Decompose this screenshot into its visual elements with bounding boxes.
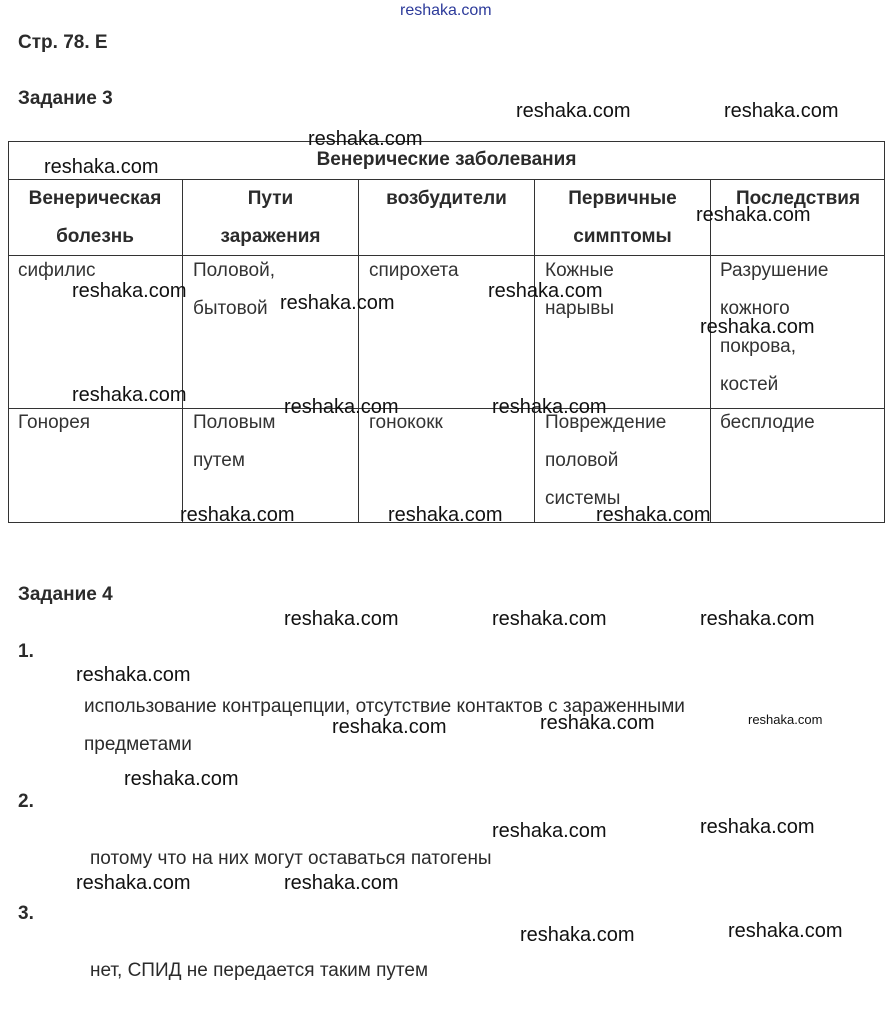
watermark: reshaka.com: [492, 608, 607, 630]
watermark: reshaka.com: [76, 664, 191, 686]
watermark: reshaka.com: [492, 820, 607, 842]
watermark: reshaka.com: [700, 608, 815, 630]
watermark: reshaka.com: [284, 608, 399, 630]
page-reference: Стр. 78. Е: [18, 32, 108, 53]
task4-title: Задание 4: [18, 584, 113, 605]
watermark: reshaka.com: [284, 396, 399, 418]
column-header-effects: Последствия: [735, 188, 861, 209]
table-cell-symptoms: Повреждение половой системы: [545, 412, 667, 509]
watermark: reshaka.com: [700, 316, 815, 338]
task4-answer-line: нет, СПИД не передается таким путем: [90, 960, 429, 981]
column-header-agent: возбудители: [386, 188, 507, 209]
watermark: reshaka.com: [516, 100, 631, 122]
watermark: reshaka.com: [44, 156, 159, 178]
col-divider-4: [710, 179, 711, 523]
table-cell-agent: спирохета: [369, 260, 459, 281]
watermark: reshaka.com: [72, 280, 187, 302]
task4-item-number: 1.: [18, 641, 34, 662]
watermark: reshaka.com: [308, 128, 423, 150]
watermark: reshaka.com: [596, 504, 711, 526]
watermark: reshaka.com: [488, 280, 603, 302]
table-cell-disease: сифилис: [18, 260, 96, 281]
watermark: reshaka.com: [748, 712, 823, 727]
task4-item-number: 2.: [18, 791, 34, 812]
table-cell-symptoms: Кожные нарывы: [545, 260, 615, 319]
table-cell-effects: бесплодие: [720, 412, 815, 433]
task4-item-number: 3.: [18, 903, 34, 924]
task3-title: Задание 3: [18, 88, 113, 109]
table-cell-effects: Разрушение кожного покрова, костей: [720, 260, 829, 395]
watermark: reshaka.com: [700, 816, 815, 838]
table-cell-route: Половым путем: [193, 412, 276, 471]
watermark: reshaka.com: [540, 712, 655, 734]
watermark: reshaka.com: [76, 872, 191, 894]
col-divider-2: [358, 179, 359, 523]
table-cell-disease: Гонорея: [18, 412, 91, 433]
table-caption: Венерические заболевания: [316, 149, 577, 170]
column-header-disease: Венерическая болезнь: [28, 188, 162, 247]
watermark: reshaka.com: [284, 872, 399, 894]
watermark: reshaka.com: [724, 100, 839, 122]
watermark: reshaka.com: [332, 716, 447, 738]
column-header-symptoms: Первичные симптомы: [568, 188, 677, 247]
watermark: reshaka.com: [280, 292, 395, 314]
task4-answer-line: потому что на них могут оставаться патогены: [90, 848, 492, 869]
watermark: reshaka.com: [520, 924, 635, 946]
watermark: reshaka.com: [388, 504, 503, 526]
watermark: reshaka.com: [492, 396, 607, 418]
task4-answer-line: предметами: [84, 734, 192, 755]
site-header: reshaka.com: [400, 2, 492, 19]
watermark: reshaka.com: [180, 504, 295, 526]
task4-answer-line: использование контрацепции, отсутствие контактов с зараженными: [84, 696, 685, 717]
watermark: reshaka.com: [728, 920, 843, 942]
watermark: reshaka.com: [72, 384, 187, 406]
watermark: reshaka.com: [124, 768, 239, 790]
column-header-route: Пути заражения: [220, 188, 321, 247]
table-cell-agent: гонококк: [369, 412, 443, 433]
watermark: reshaka.com: [696, 204, 811, 226]
table-cell-route: Половой, бытовой: [193, 260, 276, 319]
